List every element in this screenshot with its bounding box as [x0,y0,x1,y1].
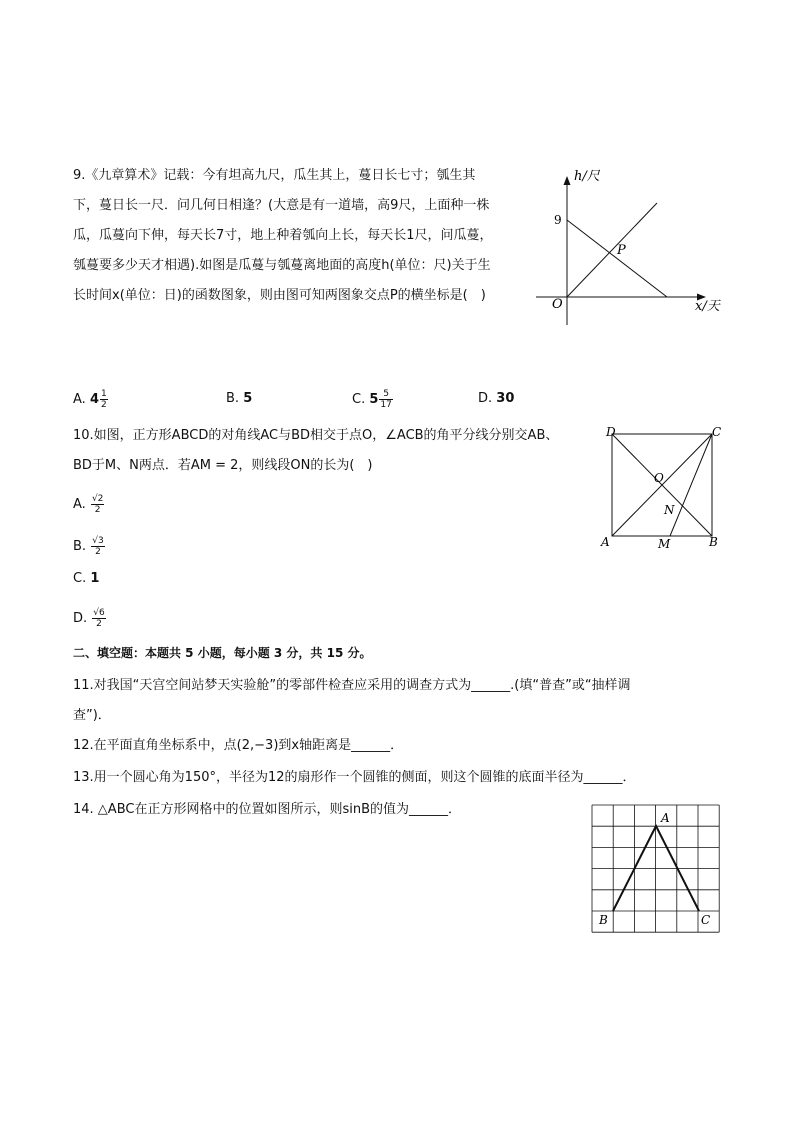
graph-origin-label: O [552,297,563,312]
fraction-denominator: 2 [100,400,107,410]
section-heading: 二、填空题：本题共 5 小题，每小题 3 分，共 15 分。 [73,646,372,660]
option-whole: 5 [369,392,379,407]
q12-text: 12.在平面直角坐标系中，点(2,−3)到x轴距离是______． [73,738,404,753]
option-letter: B. [73,539,87,554]
q10-option-a[interactable] [73,494,104,515]
q10-line-2: BD于M、N两点．若AM = 2，则线段ON的长为( ) [73,458,373,473]
q10-option-b[interactable] [73,536,105,557]
graph-y-label: h/尺 [574,169,600,184]
grid-label-c: C [701,913,711,927]
q13-text: 13.用一个圆心角为150°，半径为12的扇形作一个圆锥的侧面，则这个圆锥的底面半径为______． [73,770,636,785]
option-letter: D. [73,611,88,626]
gua-line [567,220,667,297]
option-letter: C. [73,571,87,586]
q9-line-1: 9.《九章算术》记载：今有坦高九尺，瓜生其上，蔓日长七寸；瓠生其 [73,168,476,183]
option-fraction [379,389,392,410]
label-a: A [601,535,610,549]
y-axis-arrow-icon [564,176,571,185]
option-letter: D. [478,391,493,406]
fraction-numerator: 5 [379,389,392,400]
q9-line-3: 瓜，瓜蔓向下伸，每天长7寸，地上种着瓠向上长，每天长1尺，问瓜蔓， [73,228,493,243]
q11-line-1: 11.对我国“天宫空间站梦天实验舱”的零部件检查应采用的调查方式为______.(填“普查”或“抽样调 [73,678,631,693]
graph-x-label: x/天 [695,299,720,314]
grid-label-a: A [661,811,670,825]
hu-line [567,203,657,297]
q14-grid-figure [588,798,728,934]
q14-text: 14. △ABC在正方形网格中的位置如图所示，则sinB的值为______． [73,802,462,817]
option-letter: A. [73,392,86,407]
fraction-numerator: 1 [100,389,107,399]
q9-option-a[interactable] [73,389,108,410]
fraction-numerator: √2 [91,494,104,504]
option-fraction [91,536,104,557]
q9-line-4: 瓠蔓要多少天才相遇).如图是瓜蔓与瓠蔓离地面的高度h(单位：尺)关于生 [73,258,491,273]
q9-option-c[interactable] [352,389,393,410]
q10-figure [598,422,728,552]
option-letter: A. [73,497,86,512]
q10-option-d[interactable] [73,608,106,629]
label-c: C [712,425,722,439]
q9-line-2: 下，蔓日长一尺．问几何日相逢？(大意是有一道墙，高9尺，上面种一株 [73,198,490,213]
option-value: 30 [496,391,515,406]
fraction-numerator: √3 [92,536,104,546]
label-b: B [709,535,718,549]
q9-graph [530,160,730,335]
fraction-denominator: 2 [96,619,102,629]
q10-option-c[interactable] [73,569,99,589]
option-letter: B. [226,391,240,406]
q9-line-5: 长时间x(单位：日)的函数图象，则由图可知两图象交点P的横坐标是( ) [73,288,486,303]
graph-y-tick-9: 9 [554,213,562,227]
svg-text:h/尺 [574,169,601,184]
option-letter: C. [352,392,366,407]
bisector-cm [670,434,712,536]
fraction-denominator: 2 [95,547,101,557]
q11-line-2: 查”)． [73,708,111,723]
option-fraction [92,608,105,629]
option-fraction [91,494,104,515]
q9-option-b[interactable] [226,389,252,409]
fraction-numerator: √6 [93,608,105,618]
grid-label-b: B [599,913,608,927]
option-whole: 4 [89,392,99,407]
q10-line-1: 10.如图，正方形ABCD的对角线AC与BD相交于点O，∠ACB的角平分线分别交AB、 [73,428,559,443]
q9-option-d[interactable] [478,389,514,409]
fraction-denominator: 17 [380,400,392,410]
label-o: O [654,471,664,485]
option-fraction [100,389,108,410]
option-value: 5 [243,391,253,406]
label-d: D [606,425,616,439]
option-value: 1 [90,571,100,586]
fraction-denominator: 2 [94,505,101,515]
label-m: M [658,537,671,551]
graph-point-p: P [617,243,626,258]
label-n: N [664,503,675,517]
